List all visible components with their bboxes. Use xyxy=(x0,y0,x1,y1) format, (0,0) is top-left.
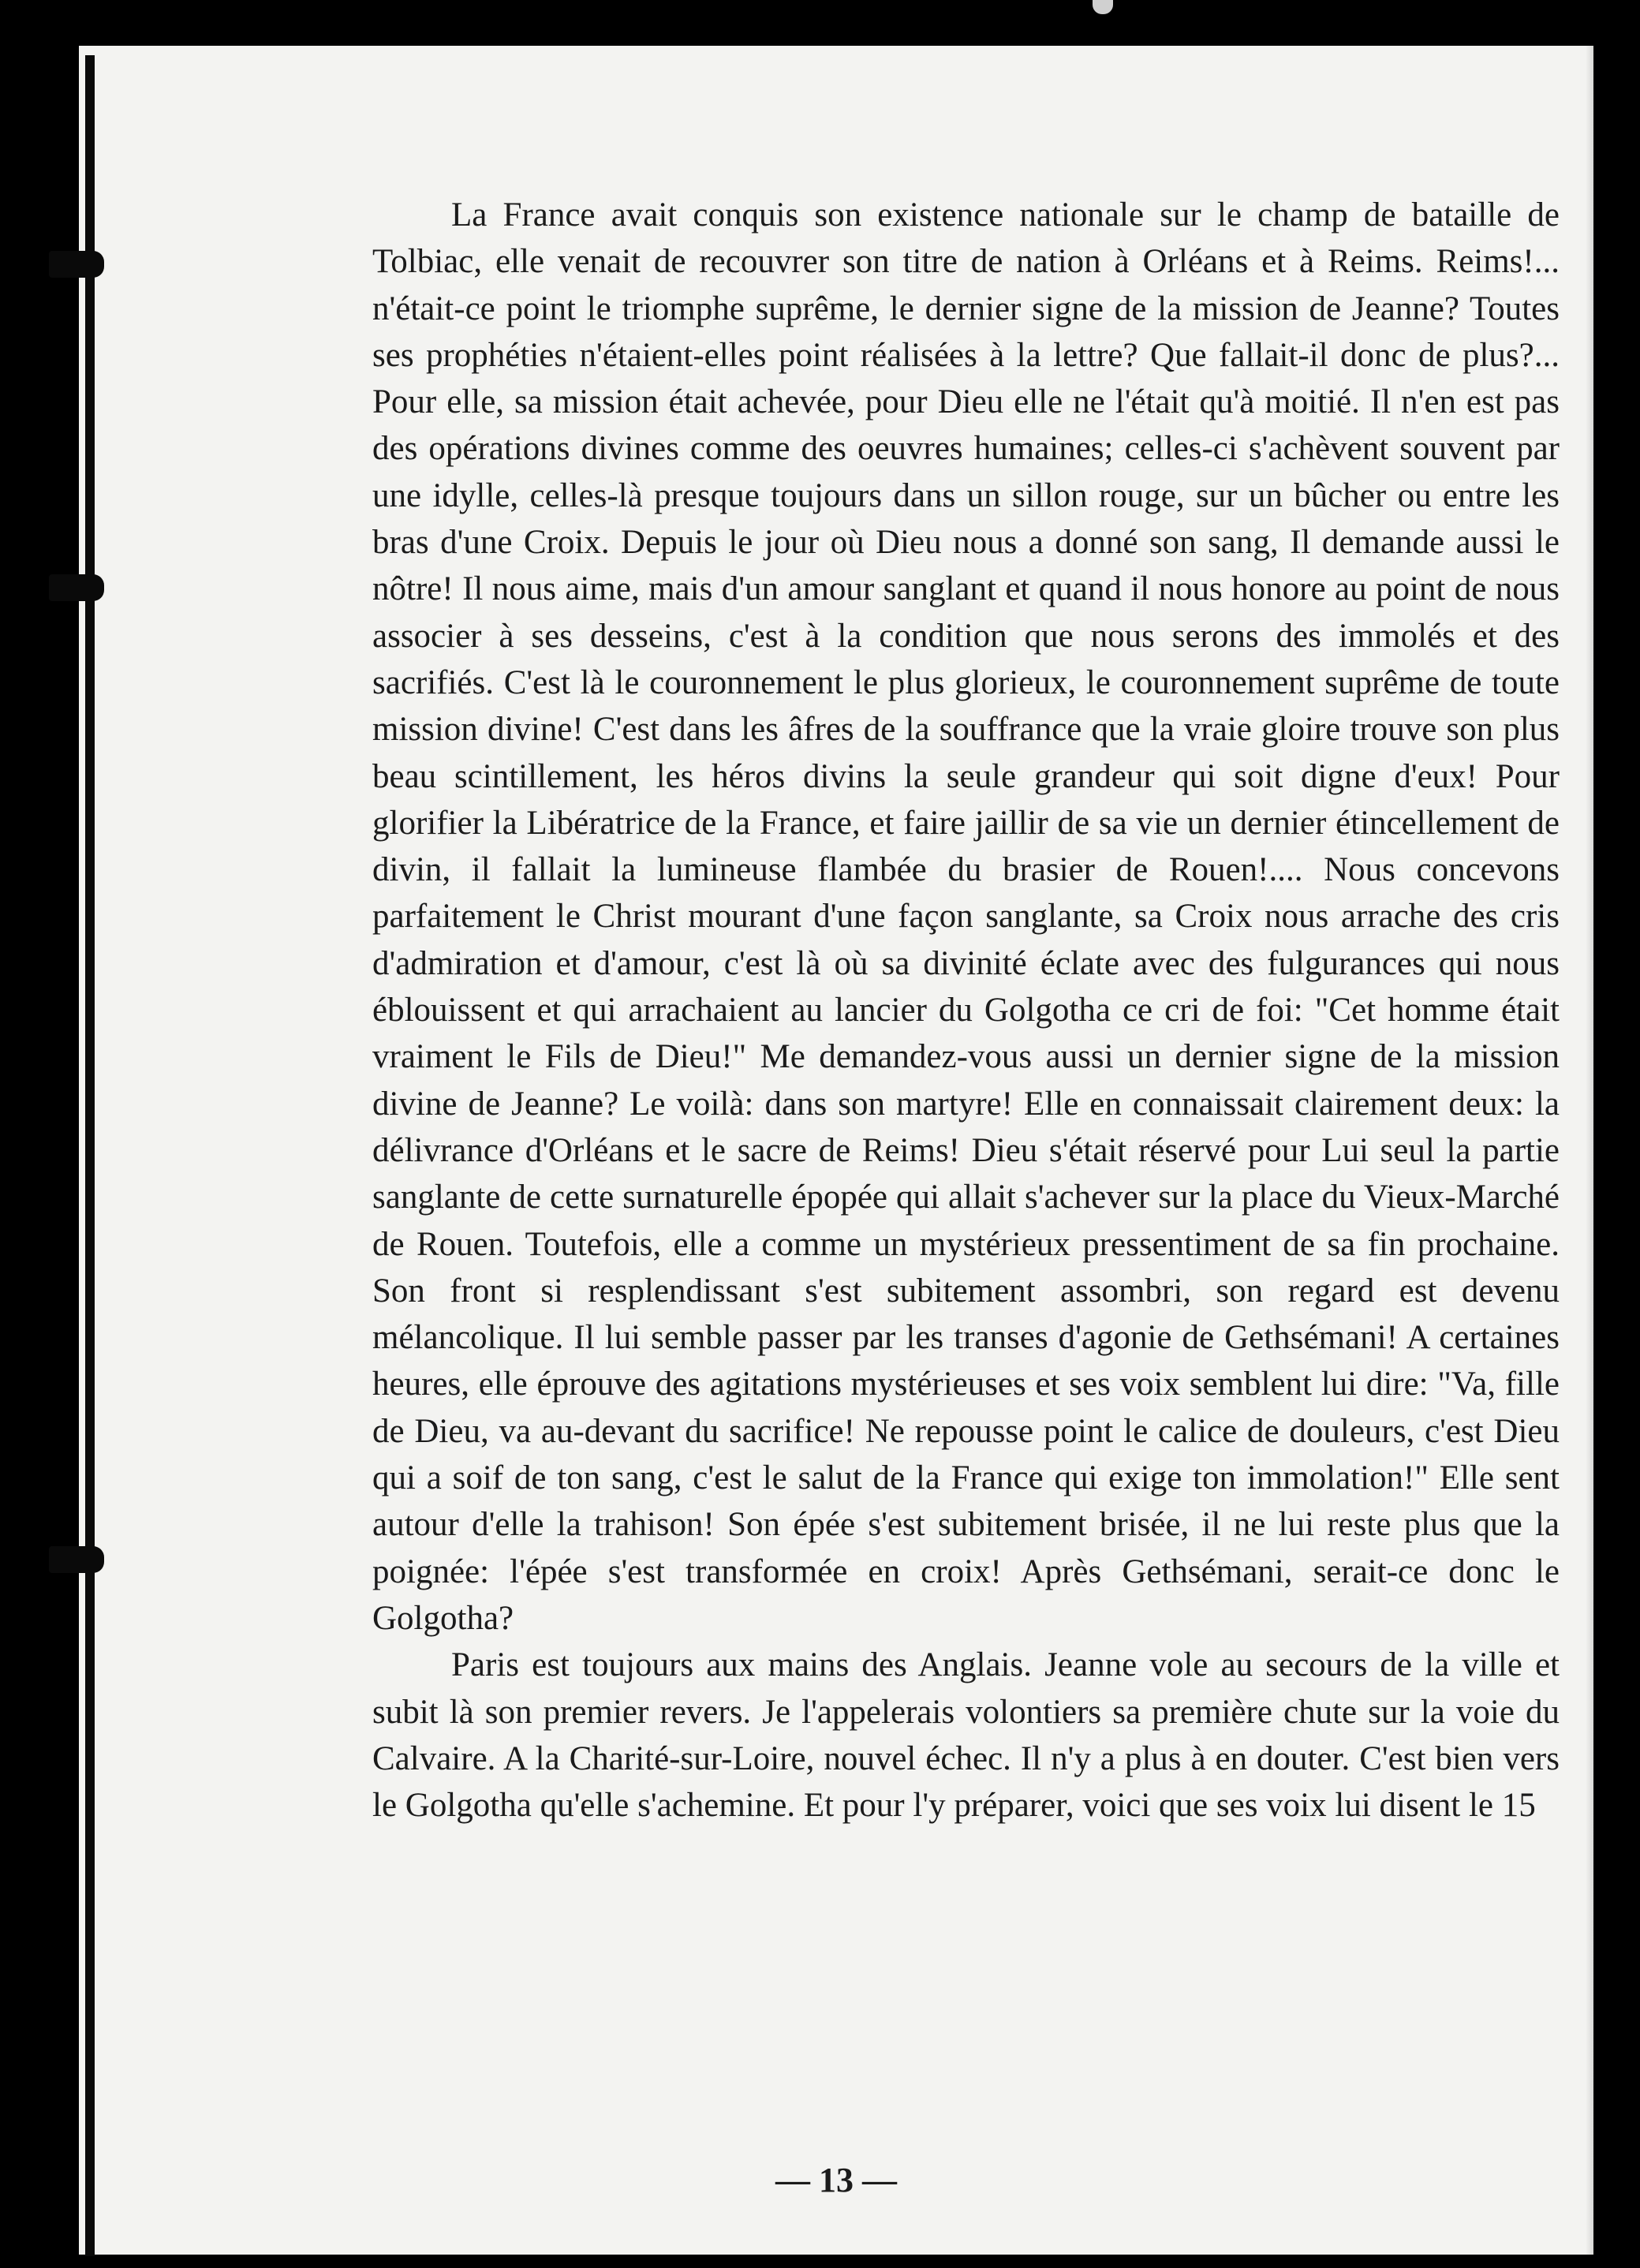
binding-edge xyxy=(85,55,95,2256)
body-text xyxy=(372,192,1560,1829)
scan-artifact xyxy=(1093,0,1113,14)
binding-clip-3 xyxy=(49,1546,104,1573)
page-edge-shadow xyxy=(1586,46,1593,2255)
paragraph-2: Paris est toujours aux mains des Anglais. Jeanne vole au secours de la ville et subit là son premier revers. Je l'appelerais volontiers sa première chute sur la voie du Calvaire. A la Charité-sur-Loire, nouvel échec. Il n'y a plus à en douter. C'est bien vers le Golgotha qu'elle s'achemine. Et pour l'y préparer, voici que ses voix lui disent le 15 xyxy=(372,1646,1560,1825)
document-page xyxy=(79,46,1593,2255)
page-number: — 13 — xyxy=(775,2161,897,2199)
binding-clip-2 xyxy=(49,574,104,601)
paragraph-1: La France avait conquis son existence nationale sur le champ de bataille de Tolbiac, elle venait de recouvrer son titre de nation à Orléans et à Reims. Reims!... n'était-ce point le triomphe suprême, le dernier signe de la mission de Jeanne? Toutes ses prophéties n'étaient-elles point réalisées à la lettre? Que fallait-il donc de plus?... Pour elle, sa mission était achevée, pour Dieu elle ne l'était qu'à moitié. Il n'en est pas des opérations divines comme des oeuvres humaines; celles-ci s'achèvent souvent par une idylle, celles-là presque toujours dans un sillon rouge, sur un bûcher ou entre les bras d'une Croix. Depuis le jour où Dieu nous a donné son sang, Il demande aussi le nôtre! Il nous aime, mais d'un amour sanglant et quand il nous honore au point de nous associer à ses desseins, c'est à la condition que nous serons des immolés et des sacrifiés. C'est là le couronnement le plus glorieux, le couronnement suprême de toute mission divine! C'est dans les âfres de la souffrance que la vraie gloire trouve son plus beau scintillement, les héros divins la seule grandeur qui soit digne d'eux! Pour glorifier la Libératrice de la France, et faire jaillir de sa vie un dernier étincellement de divin, il fallait la lumineuse flambée du brasier de Rouen!.... Nous concevons parfaitement le Christ mourant d'une façon sanglante, sa Croix nous arrache des cris d'admiration et d'amour, c'est là où sa divinité éclate avec des fulgurances qui nous éblouissent et qui arrachaient au lancier du Golgotha ce cri de foi: "Cet homme était vraiment le Fils de Dieu!" Me demandez-vous aussi un dernier signe de la mission divine de Jeanne? Le voilà: dans son martyre! Elle en connaissait clairement deux: la délivrance d'Orléans et le sacre de Reims! Dieu s'était réservé pour Lui seul la partie sanglante de cette surnaturelle épopée qui allait s'achever sur la place du Vieux-Marché de Rouen. Toutefois, elle a comme un mystérieux pressentiment de sa fin prochaine. Son front si resplendissant s'est subitement assombri, son regard est devenu mélancolique. Il lui semble passer par les transes d'agonie de Gethsémani! A certaines heures, elle éprouve des agitations mystérieuses et ses voix semblent lui dire: "Va, fille de Dieu, va au-devant du sacrifice! Ne repousse point le calice de douleurs, c'est Dieu qui a soif de ton sang, c'est le salut de la France qui exige ton immolation!" Elle sent autour d'elle la trahison! Son épée s'est subitement brisée, il ne lui reste plus que la poignée: l'épée s'est transformée en croix! Après Gethsémani, serait-ce donc le Golgotha? xyxy=(372,196,1560,1637)
binding-clip-1 xyxy=(49,251,104,278)
